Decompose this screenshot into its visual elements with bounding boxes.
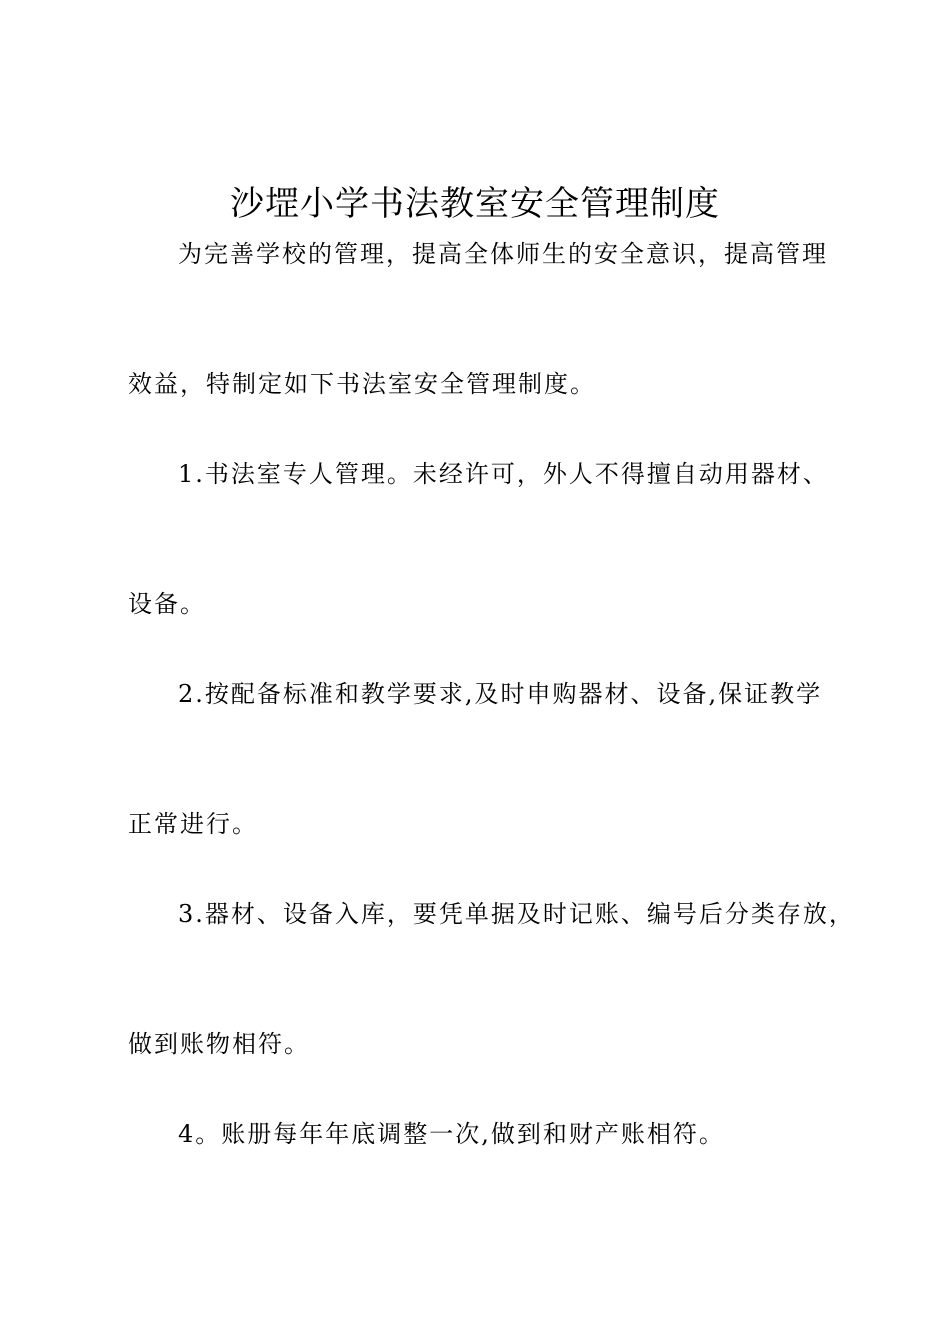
rule-2-line-1: 2.按配备标准和教学要求,及时申购器材、设备,保证教学 bbox=[178, 680, 823, 708]
document-title: 沙堽小学书法教室安全管理制度 bbox=[230, 184, 720, 224]
intro-paragraph-line-1: 为完善学校的管理，提高全体师生的安全意识，提高管理 bbox=[178, 240, 828, 268]
rule-4-line-1: 4。账册每年年底调整一次,做到和财产账相符。 bbox=[178, 1120, 725, 1148]
rule-3-line-1: 3.器材、设备入库，要凭单据及时记账、编号后分类存放， bbox=[178, 900, 855, 928]
rule-2-line-2: 正常进行。 bbox=[128, 810, 258, 838]
rule-1-line-1: 1.书法室专人管理。未经许可，外人不得擅自动用器材、 bbox=[178, 460, 829, 488]
intro-paragraph-line-2: 效益，特制定如下书法室安全管理制度。 bbox=[128, 370, 596, 398]
rule-1-line-2: 设备。 bbox=[128, 590, 206, 618]
rule-3-line-2: 做到账物相符。 bbox=[128, 1030, 310, 1058]
